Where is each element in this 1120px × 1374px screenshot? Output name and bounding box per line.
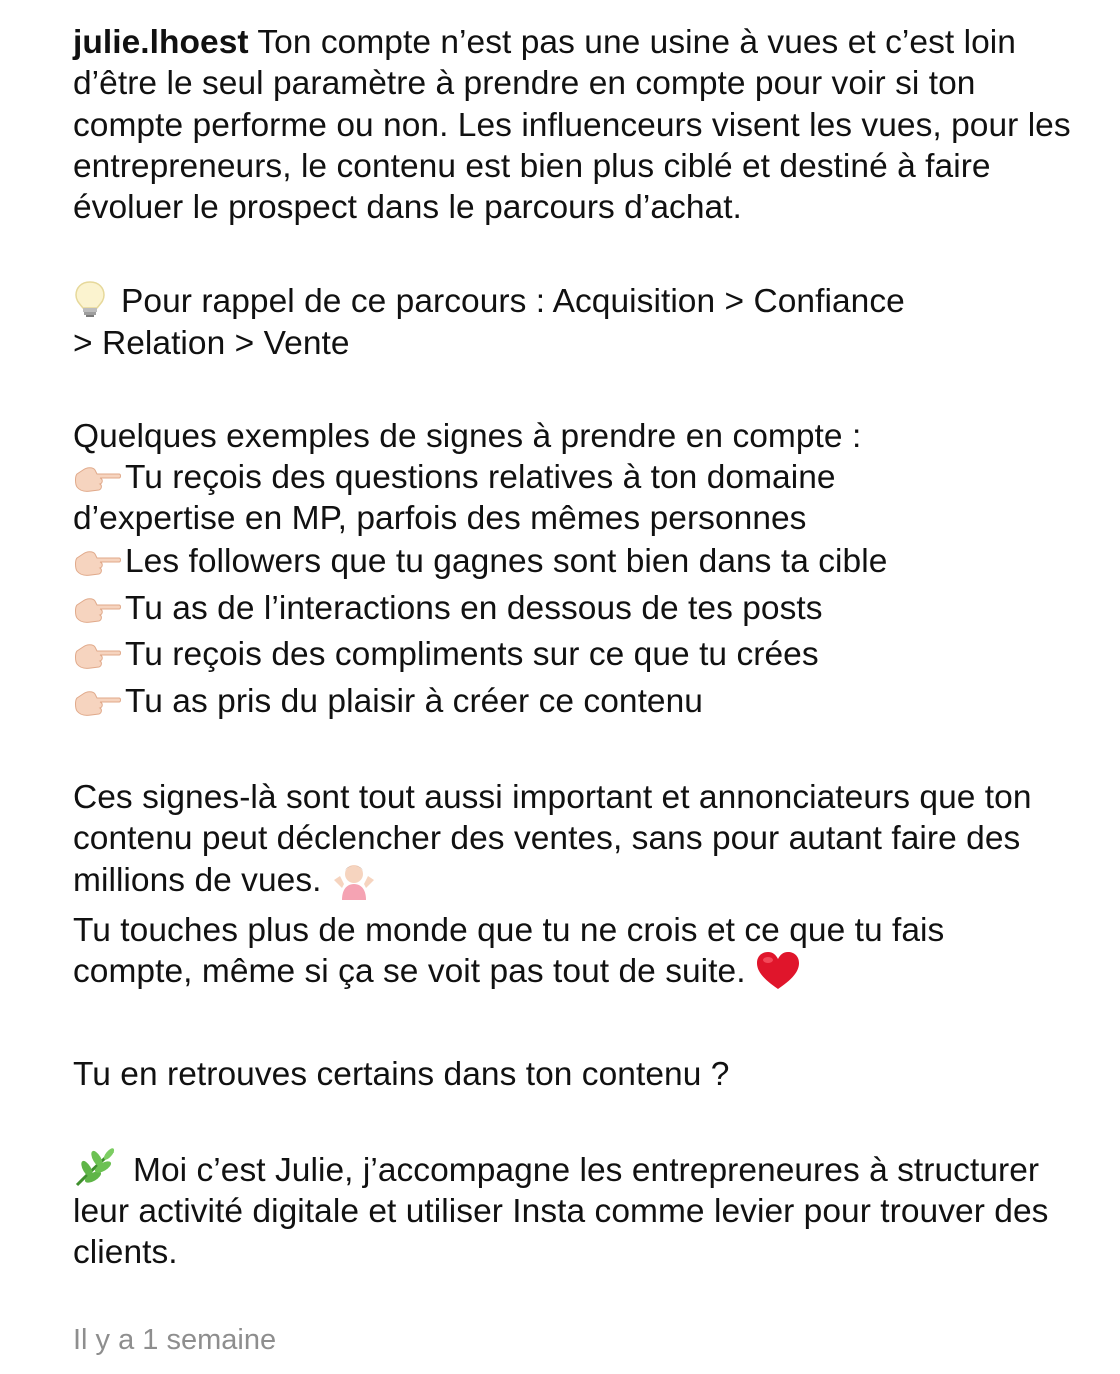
herb-icon — [73, 1147, 119, 1187]
example-5-text: Tu as pris du plaisir à créer ce contenu — [125, 682, 703, 720]
list-item — [73, 632, 1073, 679]
pointing-hand-icon — [73, 464, 121, 494]
person-shrugging-icon — [332, 862, 376, 910]
example-2-text: Les followers que tu gagnes sont bien dans ta cible — [125, 543, 888, 581]
reminder-paragraph — [73, 280, 1073, 364]
bio-text: Moi c’est Julie, j’accompagne les entrepreneures à structurer leur activité digitale et utiliser Insta comme levier pour trouver des clients. — [73, 1151, 1049, 1272]
question-text: Tu en retrouves certains dans ton contenu ? — [73, 1055, 730, 1093]
list-item — [73, 586, 1073, 633]
bio-paragraph — [73, 1147, 1073, 1274]
example-4-text: Tu reçois des compliments sur ce que tu crées — [125, 636, 819, 674]
light-bulb-icon — [73, 280, 107, 318]
examples-section — [73, 416, 1073, 725]
pointing-hand-icon — [73, 548, 121, 578]
list-item — [73, 457, 1073, 498]
reminder-line-2: > Relation > Vente — [73, 324, 350, 362]
example-1-text: Tu reçois des questions relatives à ton domaine — [125, 459, 836, 497]
examples-heading: Quelques exemples de signes à prendre en compte : — [73, 418, 862, 456]
signs-paragraph — [73, 777, 1073, 1001]
touch-text: Tu touches plus de monde que tu ne crois et ce que tu fais compte, même si ça se voit pas tout de suite. — [73, 911, 945, 991]
example-3-text: Tu as de l’interactions en dessous de tes posts — [125, 589, 823, 627]
post-timestamp: Il y a 1 semaine — [73, 1324, 277, 1356]
signs-text: Ces signes-là sont tout aussi important et annonciateurs que ton contenu peut déclencher des ventes, sans pour autant faire des millions de vues. — [73, 779, 1032, 899]
list-item — [73, 679, 1073, 726]
pointing-hand-icon — [73, 641, 121, 671]
intro-text: Ton compte n’est pas une usine à vues et c’est loin d’être le seul paramètre à prendre en compte pour voir si ton compte performe ou non. Les influenceurs visent les vues, pour les entrepreneurs, le contenu est bien plus ciblé et destiné à faire évoluer le prospect dans le parcours d’achat. — [73, 24, 1071, 227]
pointing-hand-icon — [73, 688, 121, 718]
red-heart-icon — [756, 951, 800, 1001]
list-item — [73, 539, 1073, 586]
pointing-hand-icon — [73, 595, 121, 625]
question-paragraph — [73, 1054, 1073, 1095]
username-link[interactable]: julie.lhoest — [73, 24, 249, 61]
reminder-line-1: Pour rappel de ce parcours : Acquisition > Confiance — [121, 283, 905, 321]
post-caption — [73, 22, 1073, 1274]
example-1-continued: d’expertise en MP, parfois des mêmes personnes — [73, 500, 807, 538]
caption-intro — [73, 22, 1073, 228]
